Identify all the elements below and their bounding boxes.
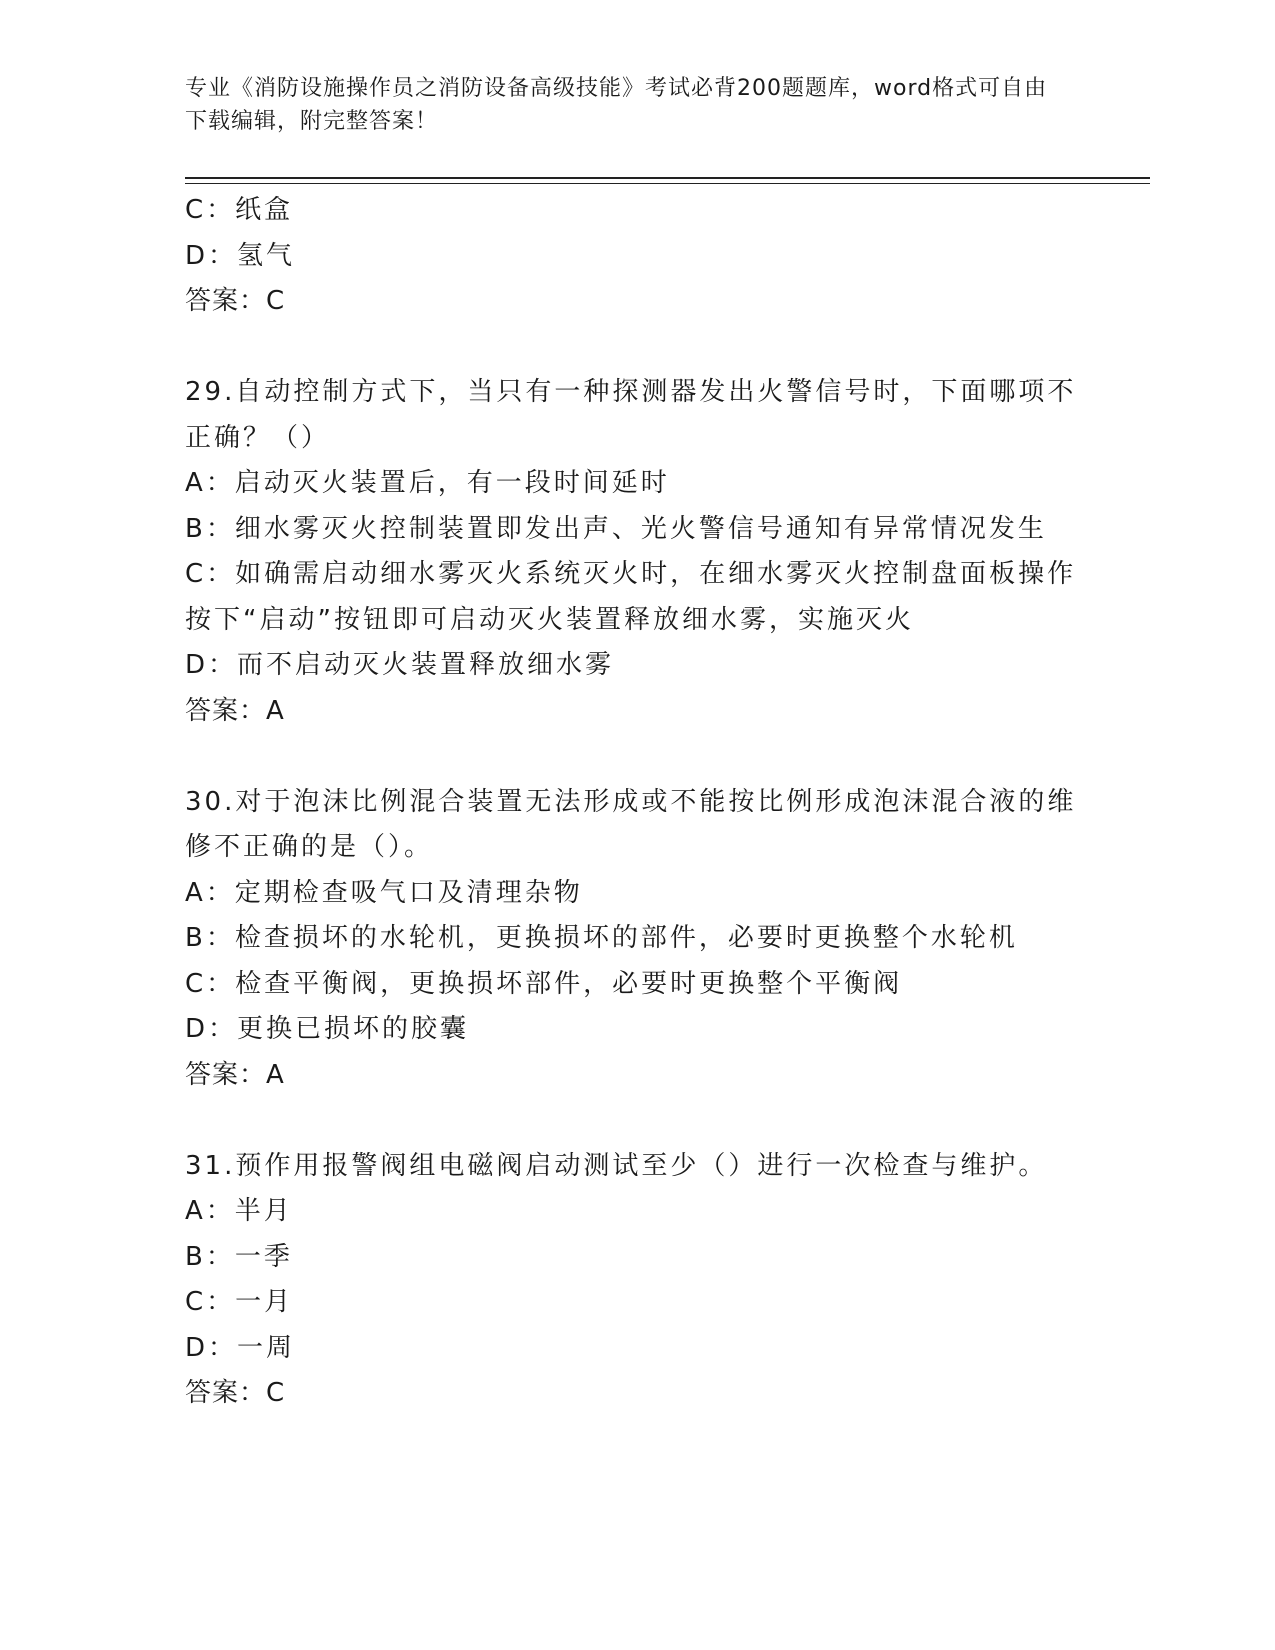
option-c: C：检查平衡阀，更换损坏部件，必要时更换整个平衡阀 — [185, 968, 903, 999]
option-c: C：如确需启动细水雾灭火系统灭火时，在细水雾灭火控制盘面板操作 — [185, 559, 1077, 589]
option-a: A：启动灭火装置后，有一段时间延时 — [185, 468, 670, 498]
option-a: A：半月 — [185, 1196, 293, 1226]
option-c: C：一月 — [185, 1287, 294, 1317]
question-text: 30.对于泡沫比例混合装置无法形成或不能按比例形成泡沫混合液的维 — [185, 786, 1077, 817]
option-b: B：细水雾灭火控制装置即发出声、光火警信号通知有异常情况发生 — [185, 513, 1047, 544]
answer: 答案：C — [185, 286, 286, 316]
option-c-continued: 按下“启动”按钮即可启动灭火装置释放细水雾，实施灭火 — [185, 604, 914, 635]
document-header — [185, 72, 1065, 138]
question-29 — [185, 370, 1085, 734]
option-d: D：一周 — [185, 1332, 296, 1363]
question-text-continued: 正确？（） — [185, 422, 331, 453]
answer: 答案：C — [185, 1378, 286, 1408]
option-c: C：纸盒 — [185, 195, 294, 225]
option-d: D：而不启动灭火装置释放细水雾 — [185, 650, 615, 680]
question-continuation — [185, 188, 1085, 325]
header-divider-thick — [185, 177, 1150, 179]
spacer — [185, 734, 1085, 780]
question-31 — [185, 1144, 1085, 1417]
question-30 — [185, 780, 1085, 1099]
option-d: D：更换已损坏的胶囊 — [185, 1014, 470, 1044]
option-b: B：检查损坏的水轮机，更换损坏的部件，必要时更换整个水轮机 — [185, 923, 1018, 953]
answer: 答案：A — [185, 1059, 285, 1090]
spacer — [185, 325, 1085, 371]
option-d: D：氢气 — [185, 240, 296, 271]
header-text: 专业《消防设施操作员之消防设备高级技能》考试必背200题题库，word格式可自由下载编辑，附完整答案！ — [185, 76, 1048, 134]
answer: 答案：A — [185, 695, 285, 726]
option-b: B：一季 — [185, 1241, 293, 1272]
question-text: 31.预作用报警阀组电磁阀启动测试至少（）进行一次检查与维护。 — [185, 1150, 1048, 1181]
question-text: 29.自动控制方式下，当只有一种探测器发出火警信号时，下面哪项不 — [185, 377, 1077, 407]
option-a: A：定期检查吸气口及清理杂物 — [185, 877, 583, 908]
document-body — [185, 188, 1085, 1417]
question-text-continued: 修不正确的是（）。 — [185, 832, 434, 862]
spacer — [185, 1098, 1085, 1144]
header-divider-thin — [185, 183, 1150, 184]
